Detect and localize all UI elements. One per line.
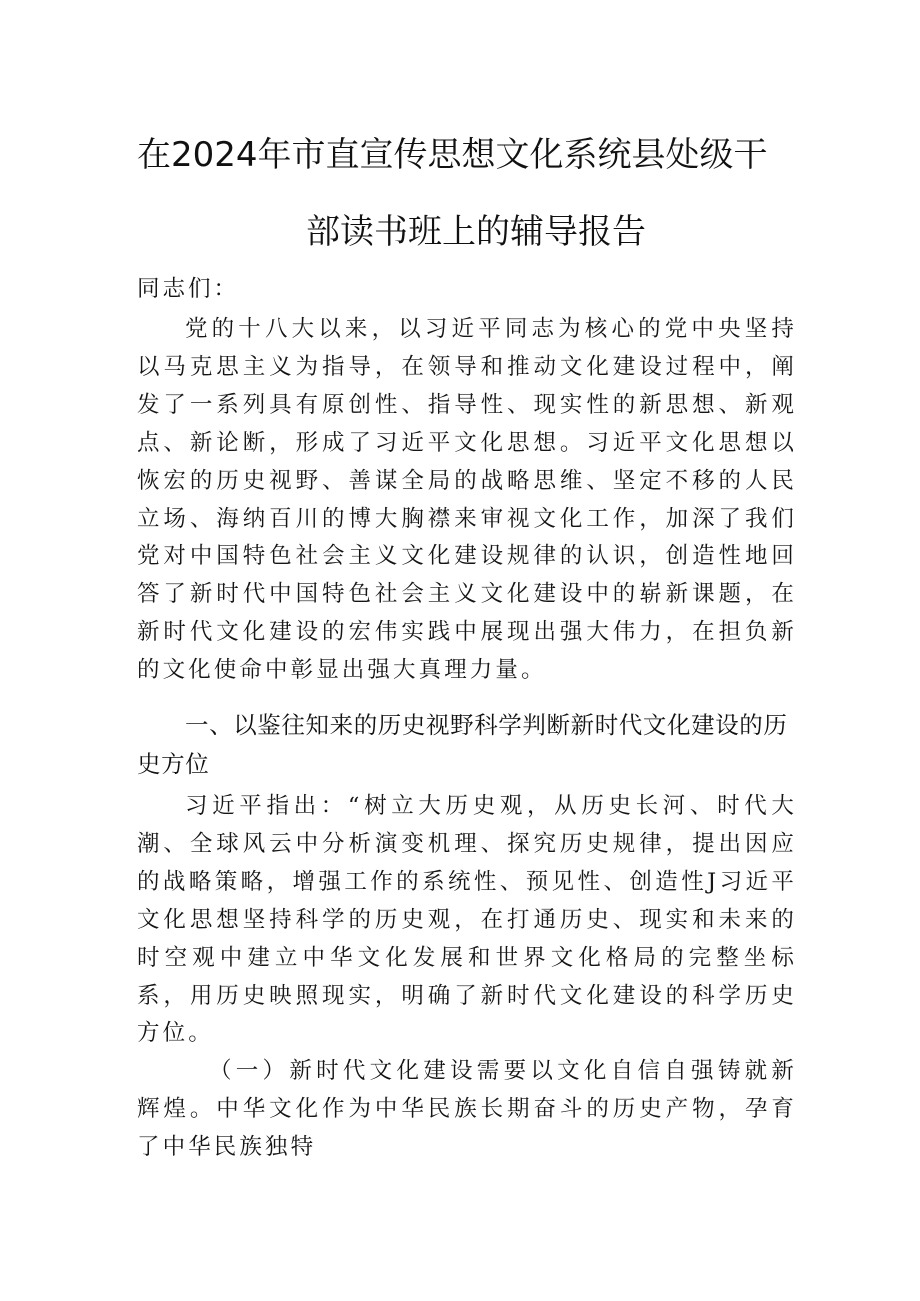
salutation: 同志们：	[137, 276, 240, 302]
section-heading-1: 一、以鉴往知来的历史视野科学判断新时代文化建设的历史方位	[137, 711, 788, 778]
body-paragraph-1: 党的十八大以来，以习近平同志为核心的党中央坚持以马克思主义为指导，在领导和推动文化建设过程中，阐发了一系列具有原创性、指导性、现实性的新思想、新观点、新论断，形成了习近平文化思想。习近平文化思想以恢宏的历史视野、善谋全局的战略思维、坚定不移的人民立场、海纳百川的博大胸襟来审视文化工作，加深了我们党对中国特色社会主义文化建设规律的认识，创造性地回答了新时代中国特色社会主义文化建设中的崭新课题，在新时代文化建设的宏伟实践中展现出强大伟力，在担负新的文化使命中彰显出强大真理力量。	[137, 316, 797, 684]
body-paragraph-2: 习近平指出：“树立大历史观，从历史长河、时代大潮、全球风云中分析演变机理、探究历史规律，提出因应的战略策略，增强工作的系统性、预见性、创造性J习近平文化思想坚持科学的历史观，在打通历史、现实和未来的时空观中建立中华文化发展和世界文化格局的完整坐标系，用历史映照现实，明确了新时代文化建设的科学历史方位。	[137, 793, 797, 1047]
document-title-line-1: 在2024年市直宣传思想文化系统县处级干	[137, 135, 768, 175]
document-title-line-2: 部读书班上的辅导报告	[306, 212, 646, 252]
body-paragraph-3: （一）新时代文化建设需要以文化自信自强铸就新辉煌。中华文化作为中华民族长期奋斗的历史产物，孕育了中华民族独特	[137, 1058, 797, 1160]
